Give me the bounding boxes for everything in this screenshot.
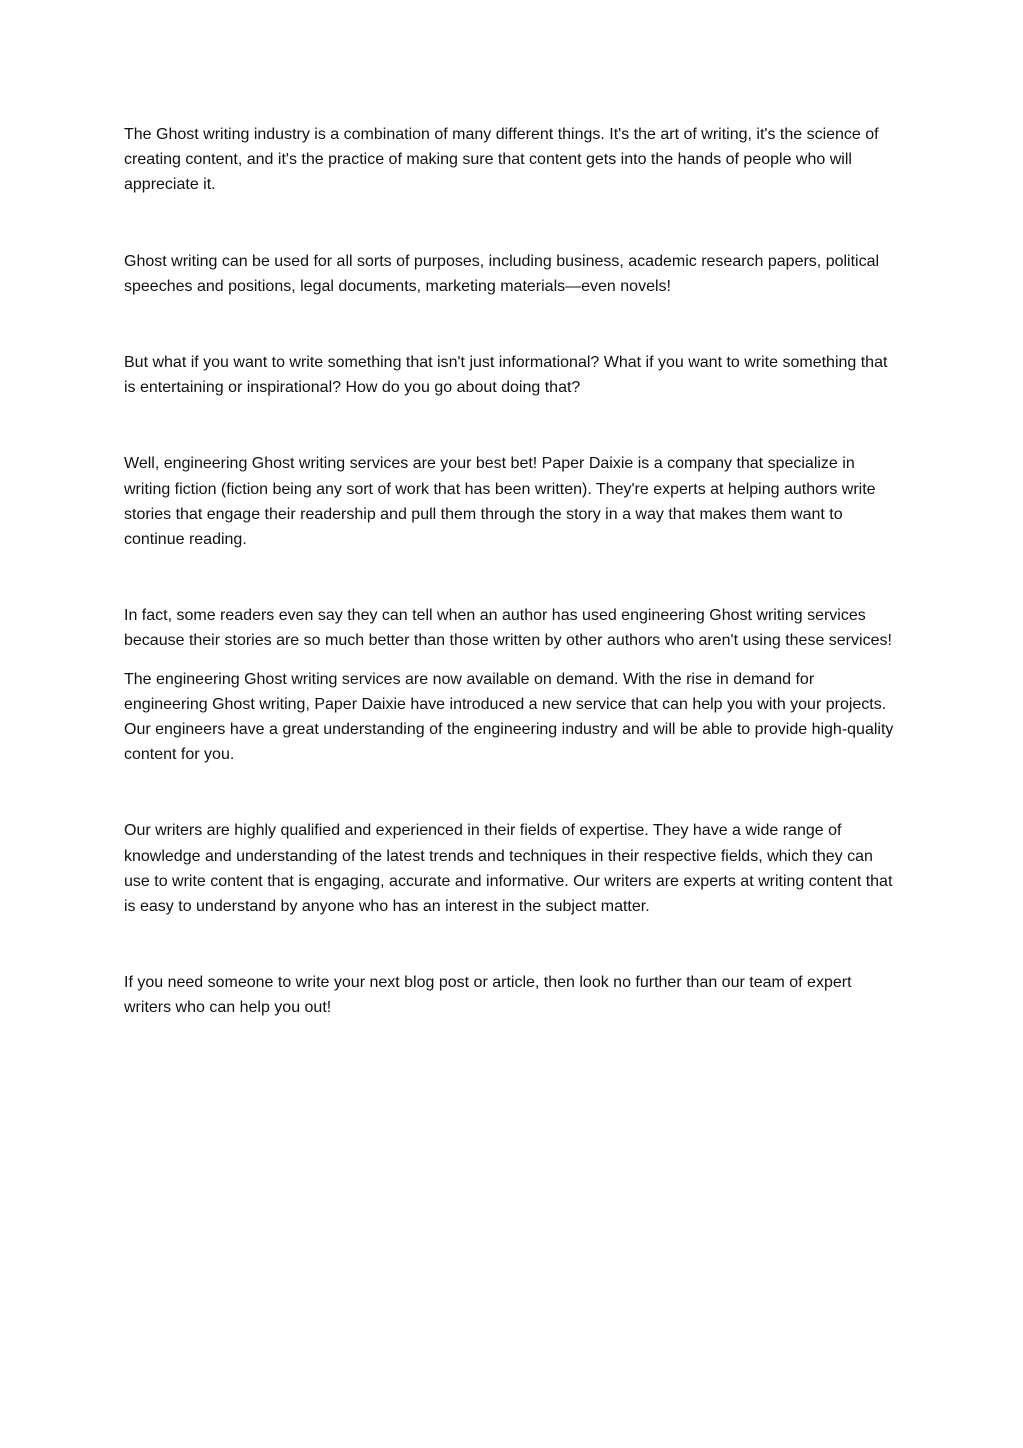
paragraph-purposes: Ghost writing can be used for all sorts of purposes, including business, academic research papers, political speeches and positions, legal documents, marketing materials—even novels! (124, 252, 880, 295)
paragraph-services: Well, engineering Ghost writing services are your best bet! Paper Daixie is a company that specialize in writing fiction (fiction being any sort of work that has been written). They're experts at helping authors write stories that engage their readership and pull them through the story in a way that makes them want to continue reading. (124, 455, 876, 549)
document-body (124, 122, 899, 1021)
paragraph-intro: The Ghost writing industry is a combination of many different things. It's the art of writing, it's the science of creating content, and it's the practice of making sure that content gets into the hands of people who will appreciate it. (124, 126, 879, 194)
paragraph-on-demand: The engineering Ghost writing services are now available on demand. With the rise in demand for engineering Ghost writing, Paper Daixie have introduced a new service that can help you with your projects. Our engineers have a great understanding of the engineering industry and will be able to provide high-quality content for you. (124, 670, 894, 764)
paragraph-entertaining: But what if you want to write something that isn't just informational? What if you want to write something that is entertaining or inspirational? How do you go about doing that? (124, 354, 888, 397)
paragraph-writers: Our writers are highly qualified and experienced in their fields of expertise. They have a wide range of knowledge and understanding of the latest trends and techniques in their respective fields, which they can use to write content that is engaging, accurate and informative. Our writers are experts at writing content that is easy to understand by anyone who has an interest in the subject matter. (124, 822, 893, 916)
paragraph-closing: If you need someone to write your next blog post or article, then look no further than our team of expert writers who can help you out! (124, 974, 852, 1017)
paragraph-readers: In fact, some readers even say they can tell when an author has used engineering Ghost writing services because their stories are so much better than those written by other authors who aren't using these services! (124, 607, 892, 650)
